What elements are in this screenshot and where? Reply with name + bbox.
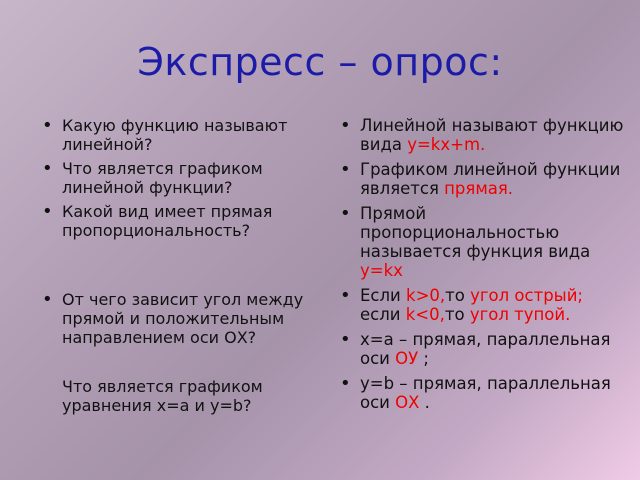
- answer-highlight: прямая.: [444, 179, 514, 198]
- question-item: • Что является графиком линейной функции?: [38, 159, 318, 197]
- questions-list: [38, 116, 318, 420]
- answer-text: .: [419, 393, 430, 412]
- answer-axis: ОХ: [395, 393, 420, 412]
- question-item: Что является графиком уравнения х=а и у=b?: [62, 377, 263, 415]
- answer-formula: y=kx+m.: [407, 135, 486, 154]
- answer-text: х=а – прямая, параллельная оси: [360, 330, 611, 368]
- answer-formula: y=kx: [360, 261, 403, 280]
- answer-text: Если: [360, 286, 407, 305]
- answer-item: [336, 374, 626, 412]
- answer-text: у=b – прямая, параллельная оси: [360, 374, 611, 412]
- question-item: • От чего зависит угол между прямой и положительным направлением оси ОХ?: [38, 290, 318, 347]
- answer-condition: k>0,: [406, 286, 446, 305]
- answer-text: то: [444, 305, 470, 324]
- slide-title: Экспресс – опрос:: [137, 40, 503, 84]
- answer-text: то: [445, 286, 471, 305]
- question-item: • Какую функцию называют линейной?: [38, 116, 318, 154]
- answer-condition: k<0,: [405, 305, 445, 324]
- answers-list: [336, 116, 626, 418]
- answer-axis: ОУ: [395, 349, 419, 368]
- answer-item: [336, 204, 626, 280]
- answer-item: [336, 286, 626, 324]
- answer-text: если: [360, 305, 406, 324]
- question-item: • Какой вид имеет прямая пропорциональность?: [38, 202, 318, 240]
- answer-item: [336, 116, 626, 154]
- answer-text: Прямой пропорциональностью называется функция вида: [360, 204, 591, 261]
- answer-text: Линейной называют функцию вида: [360, 116, 624, 154]
- answer-item: [336, 160, 626, 198]
- answer-text: ;: [418, 349, 429, 368]
- answer-highlight: угол острый;: [470, 286, 583, 305]
- answer-highlight: угол тупой.: [469, 305, 571, 324]
- answer-item: [336, 330, 626, 368]
- answer-text: Графиком линейной функции является: [360, 160, 621, 198]
